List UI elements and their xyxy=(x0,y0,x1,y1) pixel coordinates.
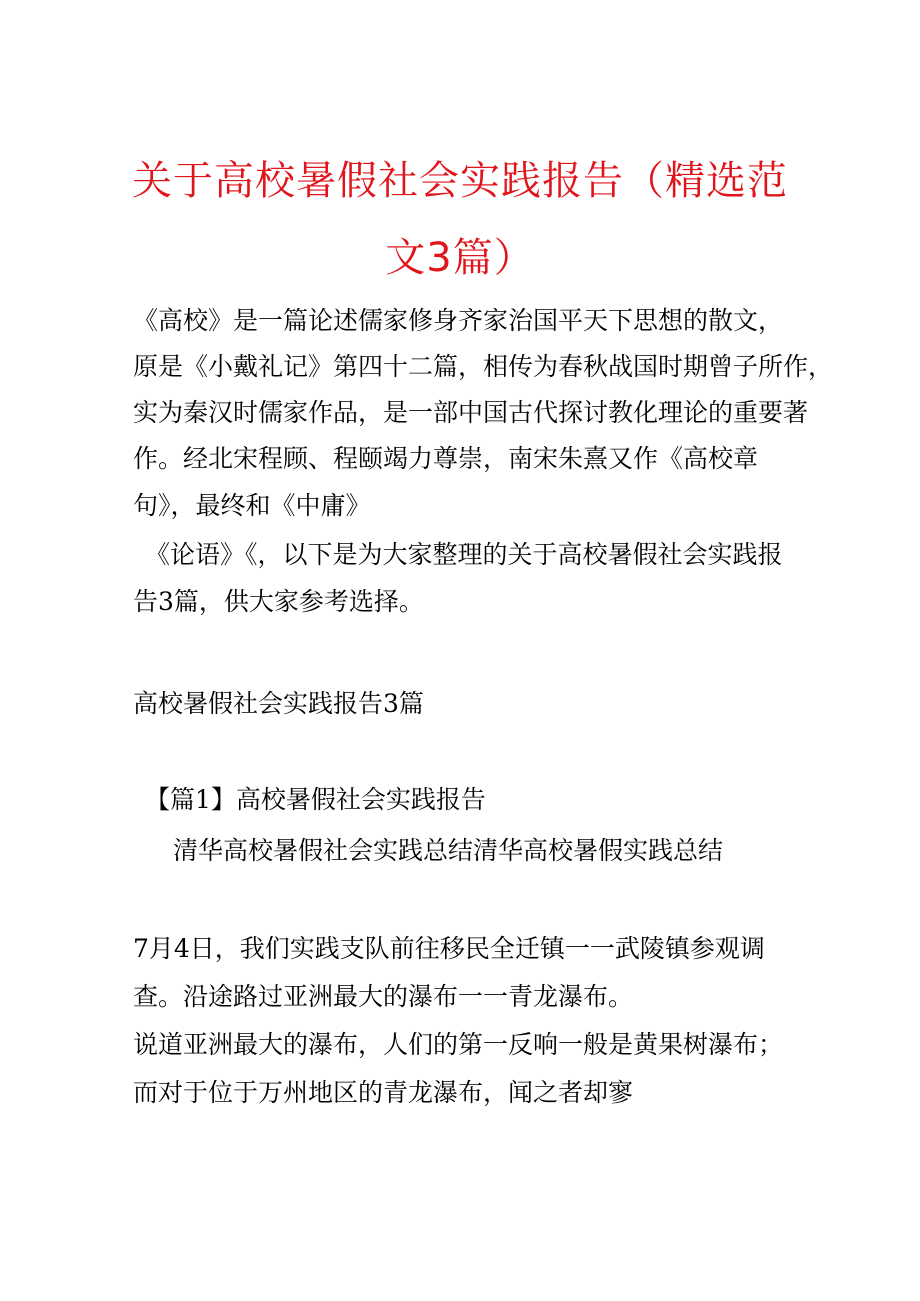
paragraph-1-line-2: 查。沿途路过亚洲最大的瀑布一一青龙瀑布。 xyxy=(133,982,634,1011)
section-heading: 高校暑假社会实践报告3篇 xyxy=(133,689,424,718)
paragraph-2-line-1: 说道亚洲最大的瀑布，人们的第一反响一般是黄果树瀑布； xyxy=(133,1030,784,1059)
document-title-line-2: 文3篇） xyxy=(385,235,535,281)
article-subheading: 清华高校暑假社会实践总结清华高校暑假实践总结 xyxy=(173,836,724,865)
intro-line-7: 告3篇，供大家参考选择。 xyxy=(133,587,424,616)
intro-line-6: 《论语》《，以下是为大家整理的关于高校暑假社会实践报 xyxy=(145,540,783,569)
document-title-line-1: 关于高校暑假社会实践报告（精选范 xyxy=(132,158,788,204)
intro-line-5: 句》，最终和《中庸》 xyxy=(133,491,371,520)
intro-line-2: 原是《小戴礼记》第四十二篇，相传为春秋战国时期曾子所作， xyxy=(133,352,834,381)
article-heading: 【篇1】高校暑假社会实践报告 xyxy=(145,785,486,814)
intro-line-4: 作。经北宋程顾、程颐竭力尊崇，南宋朱熹又作《高校章 xyxy=(133,444,759,473)
paragraph-1-line-1: 7月4日，我们实践支队前往移民全迁镇一一武陵镇参观调 xyxy=(133,934,765,963)
intro-line-1: 《高校》是一篇论述儒家修身齐家治国平天下思想的散文， xyxy=(133,306,784,335)
intro-line-3: 实为秦汉时儒家作品，是一部中国古代探讨教化理论的重要著 xyxy=(133,398,809,427)
paragraph-2-line-2: 而对于位于万州地区的青龙瀑布，闻之者却寥 xyxy=(133,1078,634,1107)
